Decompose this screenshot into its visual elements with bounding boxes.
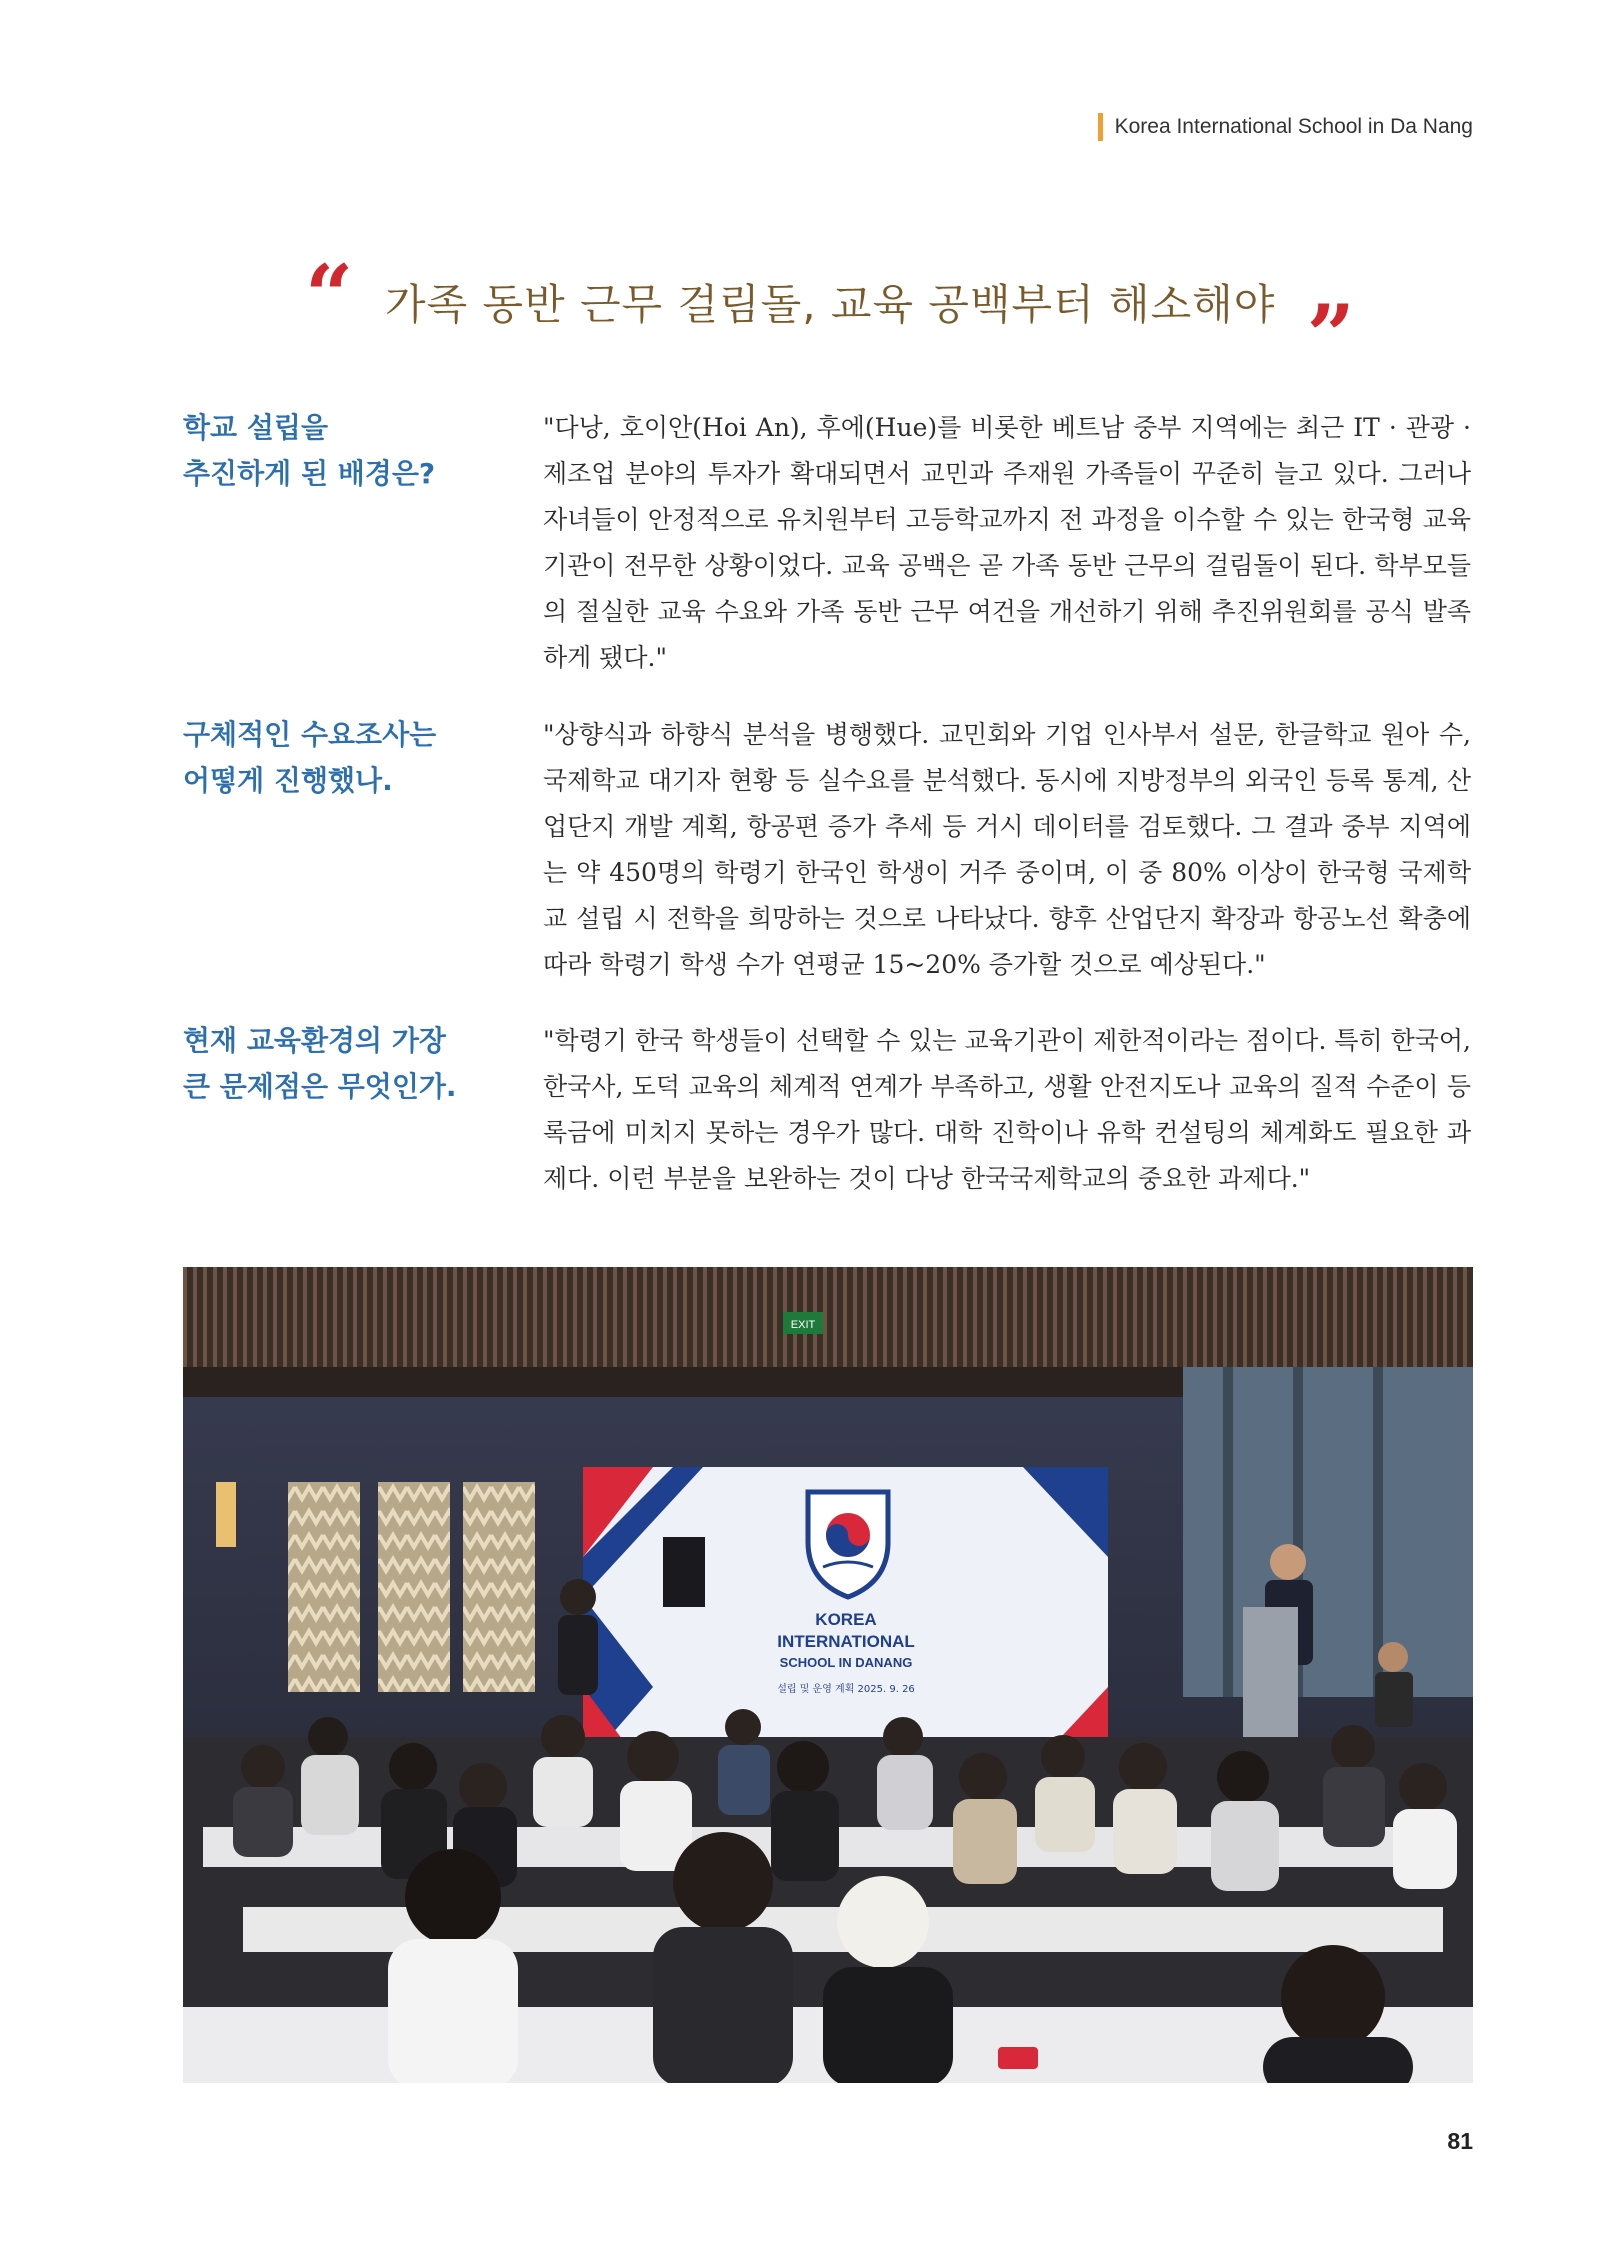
- page-title: 가족 동반 근무 걸림돌, 교육 공백부터 해소해야: [385, 280, 1276, 329]
- decor-panel: [378, 1482, 450, 1692]
- question-line: 추진하게 된 배경은?: [183, 457, 436, 490]
- question-heading: [183, 712, 513, 804]
- answer-text: "다낭, 호이안(Hoi An), 후에(Hue)를 비롯한 베트남 중부 지역에는 최근 IT · 관광 · 제조업 분야의 투자가 확대되면서 교민과 주재원 가족들이 꾸준히 늘고 있다. 그러나 자녀들이 안정적으로 유치원부터 고등학교까지 전 과정을 이수할 수 있는 한국형 교육기관이 전무한 상황이었다. 교육 공백은 곧 가족 동반 근무의 걸림돌이 된다. 학부모들의 절실한 교육 수요와 가족 동반 근무 여건을 개선하기 위해 추진위원회를 공식 발족하게 됐다.": [543, 413, 1471, 672]
- question-line: 구체적인 수요조사는: [183, 718, 437, 751]
- school-logo: [808, 1492, 888, 1597]
- question-line: 어떻게 진행했나.: [183, 764, 393, 797]
- page-number: 81: [1447, 2128, 1473, 2154]
- running-header: [1098, 112, 1473, 142]
- running-title: Korea International School in Da Nang: [1114, 115, 1473, 138]
- question-line: 큰 문제점은 무엇인가.: [183, 1070, 457, 1103]
- screen-line-3: SCHOOL IN DANANG: [779, 1655, 913, 1670]
- answer-text: "학령기 한국 학생들이 선택할 수 있는 교육기관이 제한적이라는 점이다. 특히 한국어, 한국사, 도덕 교육의 체계적 연계가 부족하고, 생활 안전지도나 교육의 질적 수준이 등록금에 미치지 못하는 경우가 많다. 대학 진학이나 유학 컨설팅의 체계화도 필요한 과제다. 이런 부분을 보완하는 것이 다낭 한국국제학교의 중요한 과제다.": [543, 1026, 1471, 1193]
- header-accent-bar: [1098, 113, 1103, 141]
- pull-quote-title: [305, 246, 1355, 385]
- screen-line-1: KOREA: [815, 1610, 877, 1629]
- open-quote-icon: “: [305, 246, 354, 345]
- screen-subtitle: 설립 및 운영 계획 2025. 9. 26: [777, 1684, 915, 1695]
- seated-panelist: [1375, 1642, 1413, 1727]
- question-line: 현재 교육환경의 가장: [183, 1024, 446, 1057]
- question-line: 학교 설립을: [183, 411, 328, 444]
- event-photo: [183, 1267, 1473, 2083]
- speaker-box: [663, 1537, 705, 1607]
- wall-lamp: [216, 1482, 236, 1547]
- decor-panel: [288, 1482, 360, 1692]
- answer-text: "상향식과 하향식 분석을 병행했다. 교민회와 기업 인사부서 설문, 한글학교 원아 수, 국제학교 대기자 현황 등 실수요를 분석했다. 동시에 지방정부의 외국인 등록 통계, 산업단지 개발 계획, 항공편 증가 추세 등 거시 데이터를 검토했다. 그 결과 중부 지역에는 약 450명의 학령기 한국인 학생이 거주 중이며, 이 중 80% 이상이 한국형 국제학교 설립 시 전학을 희망하는 것으로 나타났다. 향후 산업단지 확장과 항공노선 확충에 따라 학령기 학생 수가 연평균 15~20% 증가할 것으로 예상된다.": [543, 720, 1471, 979]
- close-quote-icon: ”: [1306, 286, 1355, 385]
- screen-line-2: INTERNATIONAL: [777, 1632, 915, 1651]
- decor-panel: [463, 1482, 535, 1692]
- exit-sign-label: EXIT: [790, 1319, 816, 1331]
- question-heading: [183, 405, 513, 497]
- question-heading: [183, 1018, 513, 1110]
